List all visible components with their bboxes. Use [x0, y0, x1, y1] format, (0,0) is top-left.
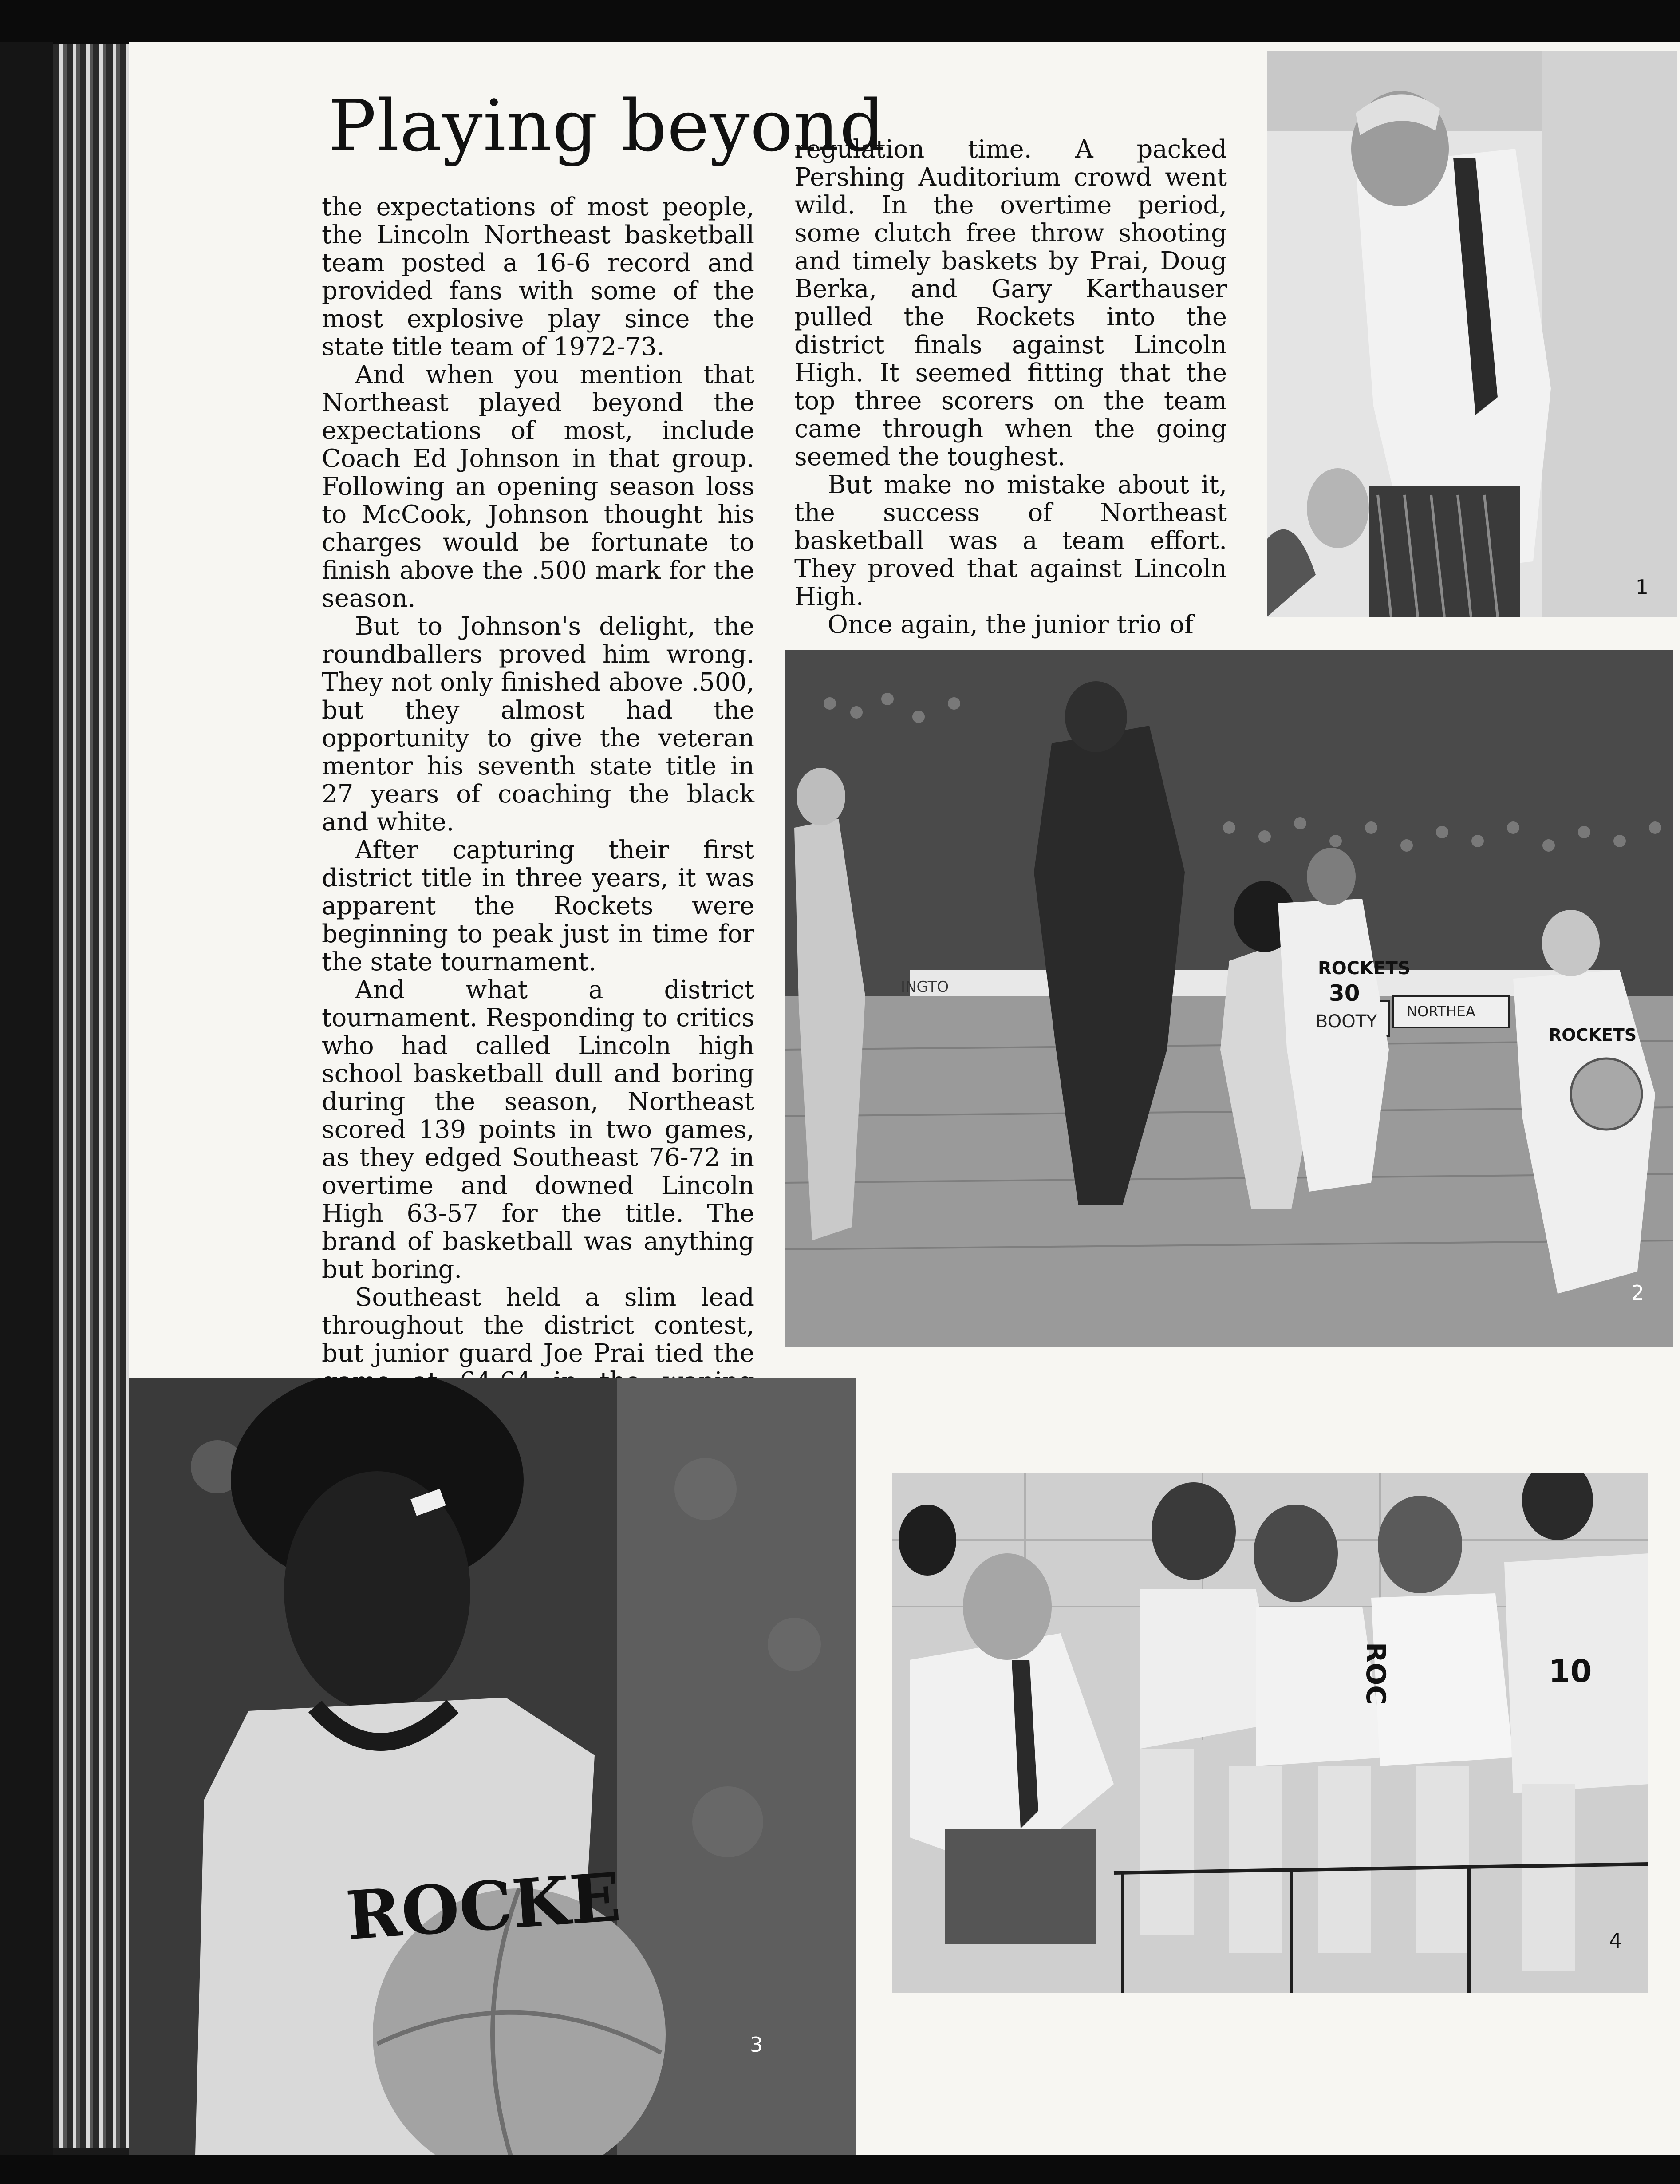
banner-booty: BOOTY — [1316, 1011, 1377, 1032]
banner-northeast: NORTHEA — [1407, 1003, 1475, 1020]
jersey-letters-roc: ROC — [1360, 1642, 1391, 1705]
jersey-number-30: 30 — [1329, 980, 1360, 1006]
photo-player-closeup — [129, 1378, 856, 2155]
photo-number-1: 1 — [1635, 575, 1648, 599]
column1-paragraph-1: the expectations of most people, the Lincoln Northeast basketball team posted a 16-6 record and provided fans with some of the most explosive play since the state title team of 1972-73. — [322, 193, 754, 361]
column2-paragraph-1: regulation time. A packed Pershing Auditorium crowd went wild. In the overtime period, some clutch free throw shooting and timely baskets by Prai, Doug Berka, and Gary Karthauser pulled the Rockets into the district finals against Lincoln High. It seemed fitting that the top three scorers on the team came through when the going seemed the toughest. — [794, 135, 1227, 471]
article-column-1 — [322, 193, 754, 1423]
scan-bottom-border — [0, 2155, 1680, 2184]
jersey-text-rockets-2: ROCKETS — [1549, 1025, 1637, 1045]
photo-number-4: 4 — [1609, 1929, 1622, 1953]
article-column-2 — [794, 135, 1227, 639]
jersey-text-rockets-3: ROCKE — [343, 1858, 623, 1955]
column1-paragraph-5: And what a district tournament. Responding to critics who had called Lincoln high school basketball dull and boring during the season, Northeast scored 139 points in two games, as they edged Southeast 76-72 in overtime and downed Lincoln High 63-57 for the title. The brand of basketball was anything but boring. — [322, 975, 754, 1284]
column2-paragraph-2: But make no mistake about it, the success of Northeast basketball was a team effort. They proved that against Lincoln High. — [794, 470, 1227, 611]
book-binding — [0, 42, 53, 2184]
jersey-text-rockets-1: ROCKETS — [1318, 958, 1411, 979]
column1-paragraph-6: Southeast held a slim lead throughout the district contest, but junior guard Joe Prai tied the — [322, 1283, 754, 1368]
column1-paragraph-3: But to Johnson's delight, the roundballers proved him wrong. They not only finished above .500, but they almost had the opportunity to give the veteran mentor his seventh state title in 27 years of coaching the black and white. — [322, 612, 754, 837]
column1-paragraph-2: And when you mention that Northeast played beyond the expectations of most, include Coach Ed Johnson in that group. Following an opening season loss to McCook, Johnson thought his charges would be fortunate to finish above the .500 mark for the season. — [322, 360, 754, 613]
photo-game-action-image — [785, 650, 1673, 1347]
jersey-number-10: 10 — [1549, 1653, 1592, 1690]
photo-game-action — [785, 650, 1673, 1347]
article-headline: Playing beyond — [328, 84, 886, 167]
column1-paragraph-4: After capturing their first district title in three years, it was apparent the Rockets were beginning to peak just in time for the state tournament. — [322, 836, 754, 976]
column2-paragraph-3: Once again, the junior trio of — [828, 610, 1194, 639]
banner-ingto: INGTO — [901, 978, 949, 996]
photo-coach-bench — [892, 1473, 1648, 1993]
photo-player-closeup-image — [129, 1378, 856, 2155]
photo-number-3: 3 — [750, 2033, 763, 2057]
photo-number-2: 2 — [1631, 1281, 1644, 1305]
photo-coach-walking — [1267, 51, 1677, 617]
photo-coach-walking-image — [1267, 51, 1677, 617]
photo-coach-bench-image — [892, 1473, 1648, 1993]
